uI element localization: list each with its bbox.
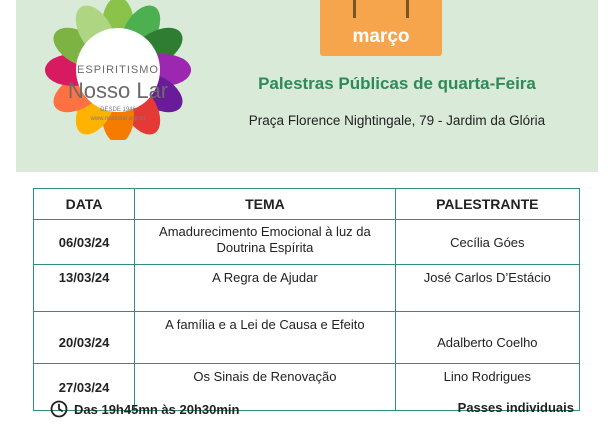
schedule-time [50, 400, 239, 418]
date-cell: 27/03/24 [34, 364, 135, 411]
tema-cell: A Regra de Ajudar [135, 265, 395, 312]
logo-desde: DESDE 1946 [100, 107, 136, 113]
date-cell: 06/03/24 [34, 220, 135, 265]
schedule-table [33, 188, 580, 411]
page-subtitle: Palestras Públicas de quarta-Feira [258, 74, 536, 93]
badge-hanger-right [406, 0, 409, 18]
logo-website: www.nossolar.esp.br [90, 116, 146, 122]
palestrante-cell: Adalberto Coelho [395, 312, 579, 364]
logo-name: Nosso Lar [67, 78, 169, 103]
tema-cell: Amadurecimento Emocional à luz da Doutrina Espírita [135, 220, 395, 265]
header-data: DATA [34, 189, 135, 220]
date-cell: 20/03/24 [34, 312, 135, 364]
logo-espiritismo: ESPIRITISMO [77, 64, 159, 76]
header-tema: TEMA [135, 189, 395, 220]
palestrante-cell: Cecília Góes [395, 220, 579, 265]
clock-icon [50, 400, 68, 418]
month-badge [320, 0, 442, 56]
table-row [34, 220, 580, 265]
header-palestrante: PALESTRANTE [395, 189, 579, 220]
tema-cell: A família e a Lei de Causa e Efeito [135, 312, 395, 364]
address: Praça Florence Nightingale, 79 - Jardim da Glória [248, 113, 546, 128]
palestrante-cell: Lino Rodrigues [395, 364, 579, 411]
schedule-time-text: Das 19h45mn às 20h30min [74, 401, 240, 417]
tema-cell: Os Sinais de Renovação [135, 364, 395, 411]
passes-note: Passes individuais [457, 400, 574, 415]
badge-hanger-left [353, 0, 356, 18]
date-cell: 13/03/24 [34, 265, 135, 312]
table-header-row [34, 189, 580, 220]
table-row [34, 265, 580, 312]
palestrante-cell: José Carlos D’Estácio [395, 265, 579, 312]
table-row [34, 312, 580, 364]
month-label: março [352, 26, 410, 47]
